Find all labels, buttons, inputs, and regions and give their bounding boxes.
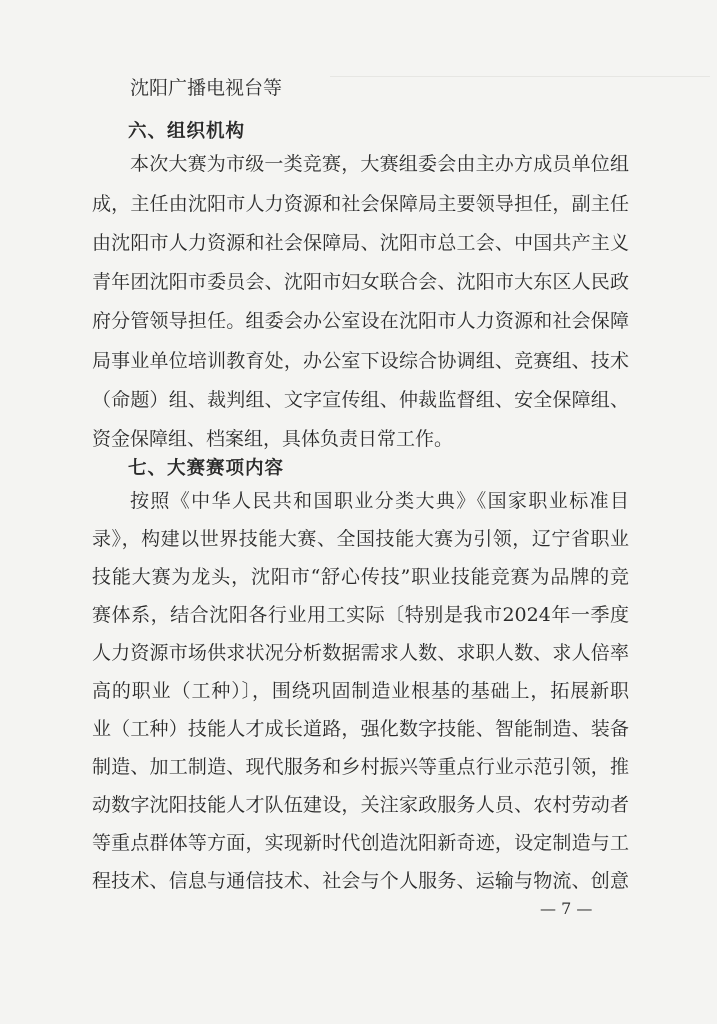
paragraph-line: 府分管领导担任。组委会办公室设在沈阳市人力资源和社会保障 (92, 310, 629, 332)
paragraph-line: 由沈阳市人力资源和社会保障局、沈阳市总工会、中国共产主义 (92, 232, 629, 254)
paragraph-line: 制造、加工制造、现代服务和乡村振兴等重点行业示范引领，推 (92, 756, 629, 778)
paragraph-line: 局事业单位培训教育处，办公室下设综合协调组、竞赛组、技术 (92, 350, 629, 372)
paragraph-line: 资金保障组、档案组，具体负责日常工作。 (92, 428, 454, 450)
paragraph-line: 人力资源市场供求状况分析数据需求人数、求职人数、求人倍率 (92, 642, 629, 664)
page-number: — 7 — (540, 899, 593, 918)
paragraph-line: 录》，构建以世界技能大赛、全国技能大赛为引领，辽宁省职业 (92, 528, 629, 550)
paragraph-line: （命题）组、裁判组、文字宣传组、仲裁监督组、安全保障组、 (92, 389, 629, 411)
paragraph-line: 按照《中华人民共和国职业分类大典》《国家职业标准目 (130, 490, 629, 512)
paragraph-line: 技能大赛为龙头，沈阳市“舒心传技”职业技能竞赛为品牌的竞 (92, 566, 629, 588)
paragraph-line: 动数字沈阳技能人才队伍建设，关注家政服务人员、农村劳动者 (92, 794, 629, 816)
paragraph-line: 赛体系，结合沈阳各行业用工实际〔特别是我市2024年一季度 (92, 604, 629, 626)
paragraph-line: 高的职业（工种）〕，围绕巩固制造业根基的基础上，拓展新职 (92, 680, 629, 702)
paragraph-line: 本次大赛为市级一类竞赛，大赛组委会由主办方成员单位组 (130, 153, 629, 175)
paragraph-line: 等重点群体等方面，实现新时代创造沈阳新奇迹，设定制造与工 (92, 832, 629, 854)
paragraph-line: 程技术、信息与通信技术、社会与个人服务、运输与物流、创意 (92, 870, 629, 892)
text-line: 沈阳广播电视台等 (130, 77, 283, 99)
section-heading-6: 六、组织机构 (128, 121, 246, 142)
section-heading-7: 七、大赛赛项内容 (128, 458, 285, 479)
paragraph-line: 青年团沈阳市委员会、沈阳市妇女联合会、沈阳市大东区人民政 (92, 271, 629, 293)
paragraph-line: 业（工种）技能人才成长道路，强化数字技能、智能制造、装备 (92, 718, 629, 740)
paragraph-line: 成，主任由沈阳市人力资源和社会保障局主要领导担任，副主任 (92, 193, 629, 215)
